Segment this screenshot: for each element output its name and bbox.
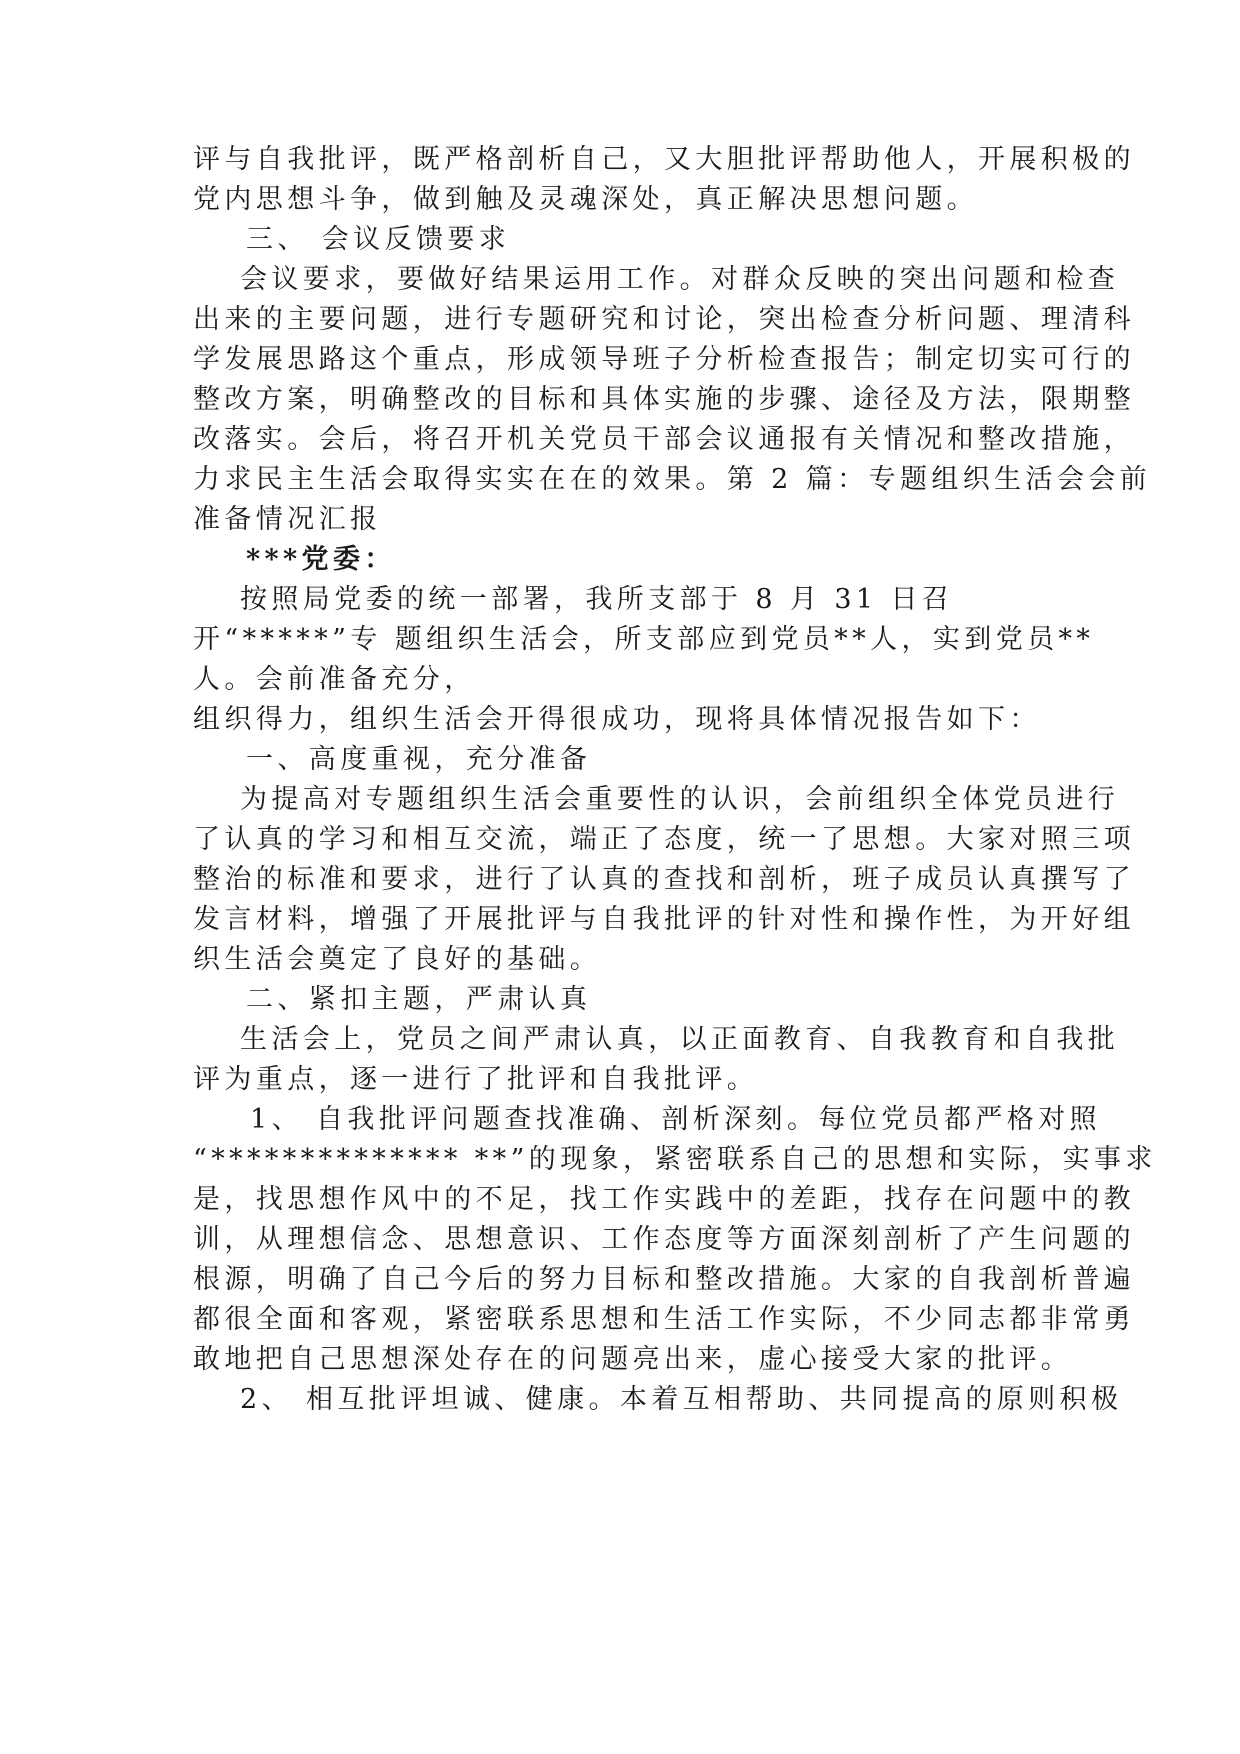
body-text-line: 评与自我批评，既严格剖析自己，又大胆批评帮助他人，开展积极的: [193, 144, 1135, 175]
body-text-line: 评为重点，逐一进行了批评和自我批评。: [193, 1064, 759, 1095]
body-text-line: 生活会上，党员之间严肃认真，以正面教育、自我教育和自我批: [240, 1024, 1120, 1055]
body-text-line: 了认真的学习和相互交流，端正了态度，统一了思想。大家对照三项: [193, 824, 1135, 855]
body-text-line: 整治的标准和要求，进行了认真的查找和剖析，班子成员认真撰写了: [193, 864, 1135, 895]
section-heading: 三、 会议反馈要求: [246, 224, 511, 255]
body-text-line: 织生活会奠定了良好的基础。: [193, 944, 602, 975]
body-text-line: 训，从理想信念、思想意识、工作态度等方面深刻剖析了产生问题的: [193, 1224, 1135, 1255]
addressee: ***党委：: [246, 544, 396, 575]
body-text-line: 发言材料，增强了开展批评与自我批评的针对性和操作性，为开好组: [193, 904, 1135, 935]
body-text-line: 会议要求，要做好结果运用工作。对群众反映的突出问题和检查: [240, 264, 1120, 295]
body-text-line: 组织得力，组织生活会开得很成功，现将具体情况报告如下：: [193, 704, 1041, 735]
body-text-line: 改落实。会后，将召开机关党员干部会议通报有关情况和整改措施，: [193, 424, 1135, 455]
body-text-line: 敢地把自己思想深处存在的问题亮出来，虚心接受大家的批评。: [193, 1344, 1073, 1375]
body-text-line: “************** **”的现象，紧密联系自己的思想和实际，实事求: [193, 1144, 1157, 1175]
body-text-line: 党内思想斗争，做到触及灵魂深处，真正解决思想问题。: [193, 184, 978, 215]
body-text-line: 为提高对专题组织生活会重要性的认识，会前组织全体党员进行: [240, 784, 1120, 815]
body-text-line: 力求民主生活会取得实实在在的效果。第 2 篇：专题组织生活会会前: [193, 464, 1152, 495]
numbered-item: 2、 相互批评坦诚、健康。本着互相帮助、共同提高的原则积极: [240, 1384, 1123, 1415]
body-text-line: 出来的主要问题，进行专题研究和讨论，突出检查分析问题、理清科: [193, 304, 1135, 335]
body-text-line: 人。会前准备充分，: [193, 664, 476, 695]
body-text-line: 学发展思路这个重点，形成领导班子分析检查报告；制定切实可行的: [193, 344, 1135, 375]
article-title: 准备情况汇报: [193, 504, 382, 535]
body-text-line: 开“*****”专 题组织生活会，所支部应到党员**人，实到党员**: [193, 624, 1095, 655]
section-heading: 一、高度重视，充分准备: [246, 744, 592, 775]
body-text-line: 按照局党委的统一部署，我所支部于 8 月 31 日召: [240, 584, 954, 615]
numbered-item: 1、 自我批评问题查找准确、剖析深刻。每位党员都严格对照: [250, 1104, 1101, 1135]
body-text-line: 都很全面和客观，紧密联系思想和生活工作实际，不少同志都非常勇: [193, 1304, 1135, 1335]
body-text-line: 是，找思想作风中的不足，找工作实践中的差距，找存在问题中的教: [193, 1184, 1135, 1215]
body-text-line: 整改方案，明确整改的目标和具体实施的步骤、途径及方法，限期整: [193, 384, 1135, 415]
section-heading: 二、紧扣主题，严肃认真: [246, 984, 592, 1015]
body-text-line: 根源，明确了自己今后的努力目标和整改措施。大家的自我剖析普遍: [193, 1264, 1135, 1295]
